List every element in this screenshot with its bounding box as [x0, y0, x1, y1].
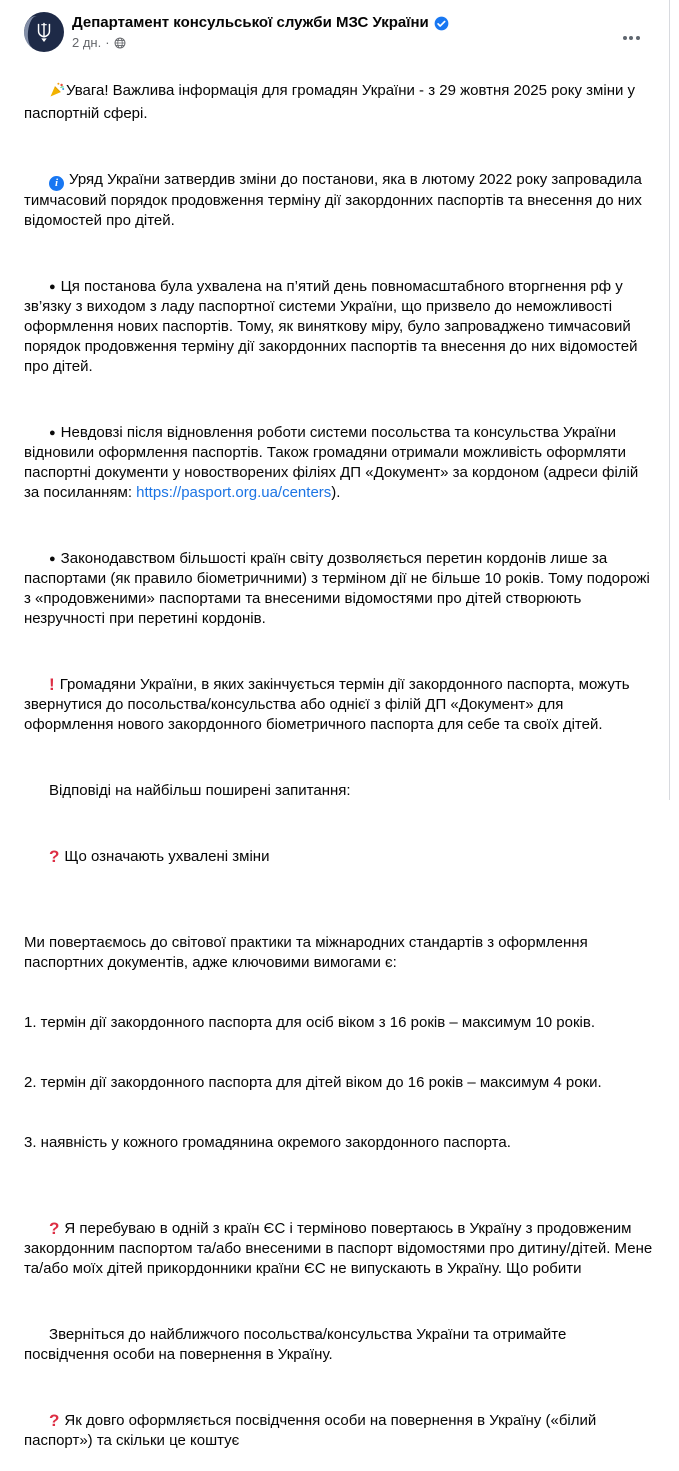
numbered-list-item: 2. термін дії закордонного паспорта для дітей віком до 16 років – максимум 4 роки.	[24, 1073, 602, 1091]
verified-badge-icon	[434, 16, 449, 31]
red-question-icon: ?	[49, 846, 60, 866]
post-paragraph	[24, 1199, 655, 1299]
post-paragraph	[24, 827, 655, 887]
numbered-list-item: 1. термін дії закордонного паспорта для осіб віком з 16 років – максимум 10 років.	[24, 1013, 596, 1031]
paragraph-text: Ми повертаємось до світової практики та міжнародних стандартів з оформлення паспортних документів, адже ключовими вимогами є:	[24, 933, 592, 971]
meta-separator: ·	[105, 35, 110, 50]
post-paragraph	[24, 403, 655, 523]
trident-emblem-icon	[34, 20, 54, 44]
page-name-link[interactable]: Департамент консульської служби МЗС України	[72, 14, 429, 31]
paragraph-text: Що означають ухвалені зміни	[64, 847, 270, 865]
post-paragraph	[24, 61, 655, 144]
post-content	[24, 61, 655, 1471]
paragraph-text: Уряд України затвердив зміни до постанови, яка в лютому 2022 року запровадила тимчасовий порядок продовження терміну дії закордонних паспортів та внесення до них відомостей про дітей.	[24, 171, 647, 229]
post-paragraph	[24, 1305, 655, 1385]
red-exclamation-icon: !	[49, 674, 55, 694]
header-info	[72, 12, 449, 51]
post-timestamp[interactable]: 2 дн.	[72, 35, 102, 50]
paragraph-text: Законодавством більшості країн світу дозволяється перетин кордонів лише за паспортами (як правило біометричними) з терміном дії не більше 10 років. Тому подорожі з «продовженими» паспортами та внесеними відомостями про дітей створюють незручності при перетині кордонів.	[24, 549, 655, 627]
paragraph-text: Як довго оформляється посвідчення особи на повернення в Україну («білий паспорт») та скільки це коштує	[24, 1411, 601, 1449]
post-paragraph	[24, 761, 655, 821]
info-icon: i	[49, 176, 64, 191]
red-question-icon: ?	[49, 1218, 60, 1238]
paragraph-text: Я перебуваю в одній з країн ЄС і терміново повертаюсь в Україну з продовженим закордонним паспортом та/або внесеними в паспорт відомостями про дитину/дітей. Мене та/або моїх дітей прикордонники країни ЄС не випускають в Україну. Що робити	[24, 1219, 657, 1277]
paragraph-text: Невдовзі після відновлення роботи системи посольства та консульства України відновили оформлення паспортів. Також громадяни отримали можливість оформляти паспортні документи у новостворених філіях ДП «Документ» за кордоном (адреси філій за посиланням:	[24, 423, 643, 501]
paragraph-text: Увага! Важлива інформація для громадян України - з 29 жовтня 2025 року зміни у паспортній сфері.	[24, 82, 640, 122]
post-meta	[72, 35, 449, 51]
globe-public-icon	[114, 37, 126, 49]
post-paragraph	[24, 529, 655, 649]
post-paragraph	[24, 1391, 655, 1471]
paragraph-text: Громадяни України, в яких закінчується термін дії закордонного паспорта, можуть звернутися до посольства/консульства або однієї з філій ДП «Документ» для оформлення нового закордонного біометричного паспорта для себе та своїх дітей.	[24, 675, 634, 733]
party-popper-icon	[49, 82, 65, 104]
black-circle-icon: ●	[49, 426, 56, 439]
red-question-icon: ?	[49, 1410, 60, 1430]
paragraph-text: ).	[331, 483, 341, 501]
post-header	[24, 12, 655, 52]
post-paragraph	[24, 893, 655, 1193]
black-circle-icon: ●	[49, 280, 56, 293]
more-options-button[interactable]	[615, 22, 647, 54]
post-paragraph	[24, 150, 655, 251]
black-circle-icon: ●	[49, 552, 56, 565]
page-avatar[interactable]	[24, 12, 64, 52]
pasport-centers-link[interactable]: https://pasport.org.ua/centers	[136, 483, 332, 501]
numbered-list-item: 3. наявність у кожного громадянина окремого закордонного паспорта.	[24, 1133, 511, 1151]
paragraph-text: Зверніться до найближчого посольства/консульства України та отримайте посвідчення особи на повернення в Україну.	[24, 1325, 571, 1363]
paragraph-text: Відповіді на найбільш поширені запитання:	[49, 781, 351, 799]
post-paragraph	[24, 655, 655, 755]
post-paragraph	[24, 257, 655, 397]
paragraph-text: Ця постанова була ухвалена на п’ятий день повномасштабного вторгнення рф у зв’язку з виходом з ладу паспортної системи України, що призвело до неможливості оформлення нових паспортів. Тому, як виняткову міру, було запроваджено тимчасовий порядок продовження терміну дії закордонних паспортів та внесення до них відомостей про дітей.	[24, 277, 642, 375]
